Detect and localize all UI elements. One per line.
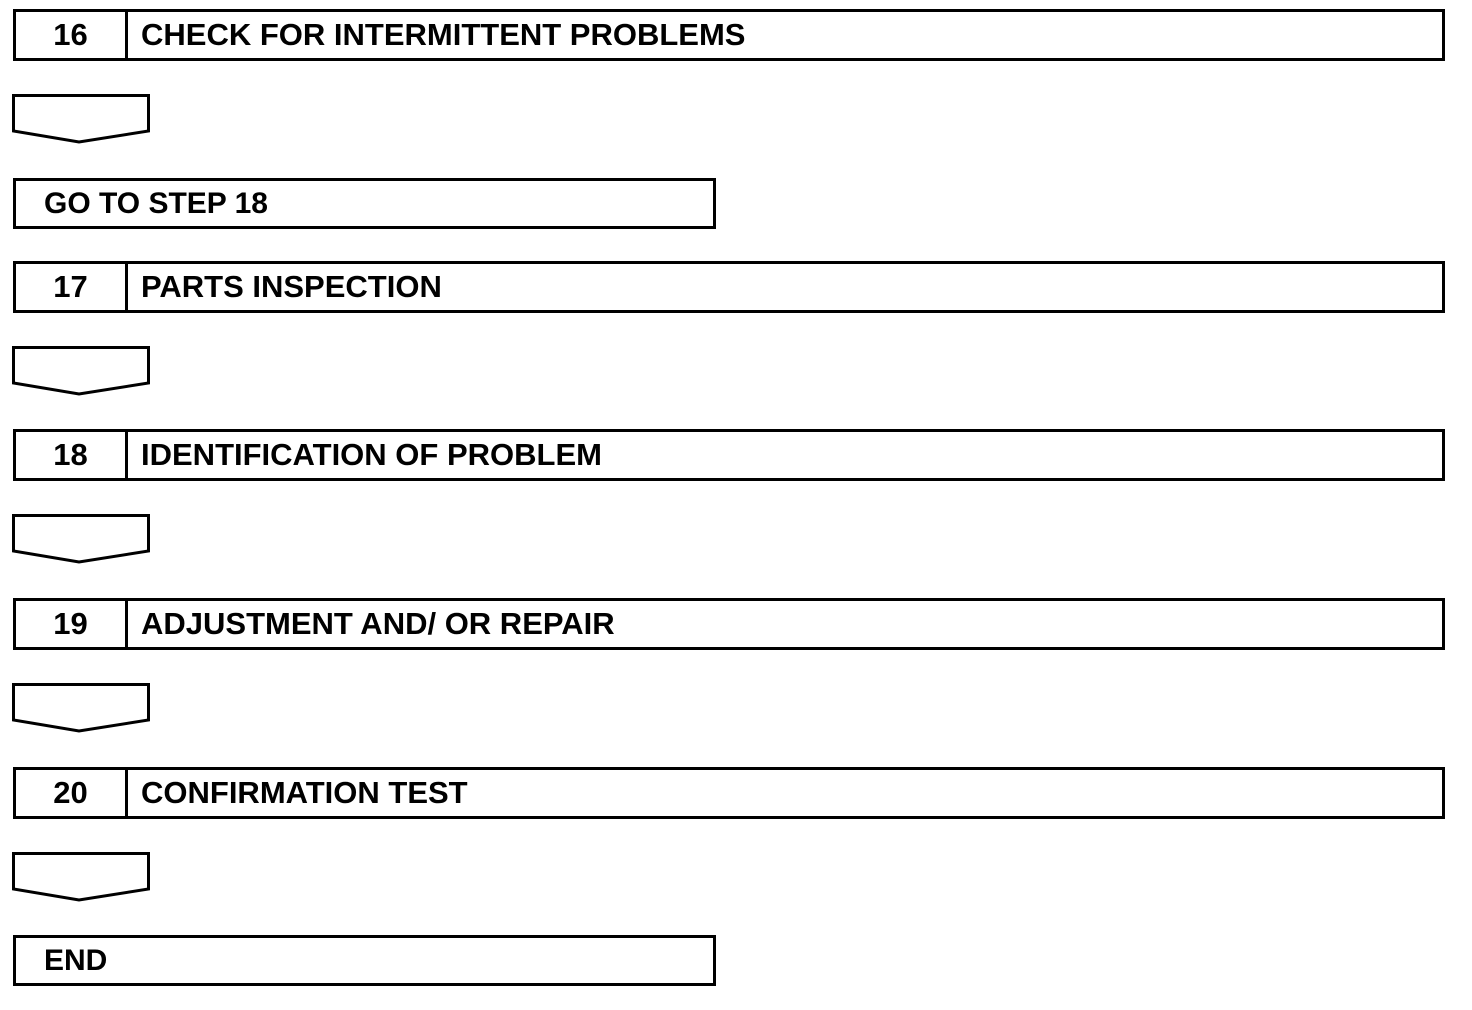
step-number: 19	[16, 601, 128, 647]
step-number: 17	[16, 264, 128, 310]
flow-arrow-down-icon	[12, 346, 150, 396]
step-16-box	[13, 9, 1445, 61]
step-19-box	[13, 598, 1445, 650]
step-title: CONFIRMATION TEST	[141, 775, 468, 810]
step-title: CHECK FOR INTERMITTENT PROBLEMS	[141, 17, 746, 52]
step-18-box	[13, 429, 1445, 481]
flow-arrow-down-icon	[12, 852, 150, 902]
step-title: IDENTIFICATION OF PROBLEM	[141, 437, 602, 472]
step-number: 18	[16, 432, 128, 478]
flow-arrow-down-icon	[12, 94, 150, 144]
step-number: 16	[16, 12, 128, 58]
step-20-box	[13, 767, 1445, 819]
flow-arrow-down-icon	[12, 683, 150, 733]
step-17-box	[13, 261, 1445, 313]
goto-step-note: GO TO STEP 18	[13, 178, 716, 229]
step-number: 20	[16, 770, 128, 816]
step-title: PARTS INSPECTION	[141, 269, 442, 304]
end-box: END	[13, 935, 716, 986]
flow-arrow-down-icon	[12, 514, 150, 564]
step-title: ADJUSTMENT AND/ OR REPAIR	[141, 606, 615, 641]
